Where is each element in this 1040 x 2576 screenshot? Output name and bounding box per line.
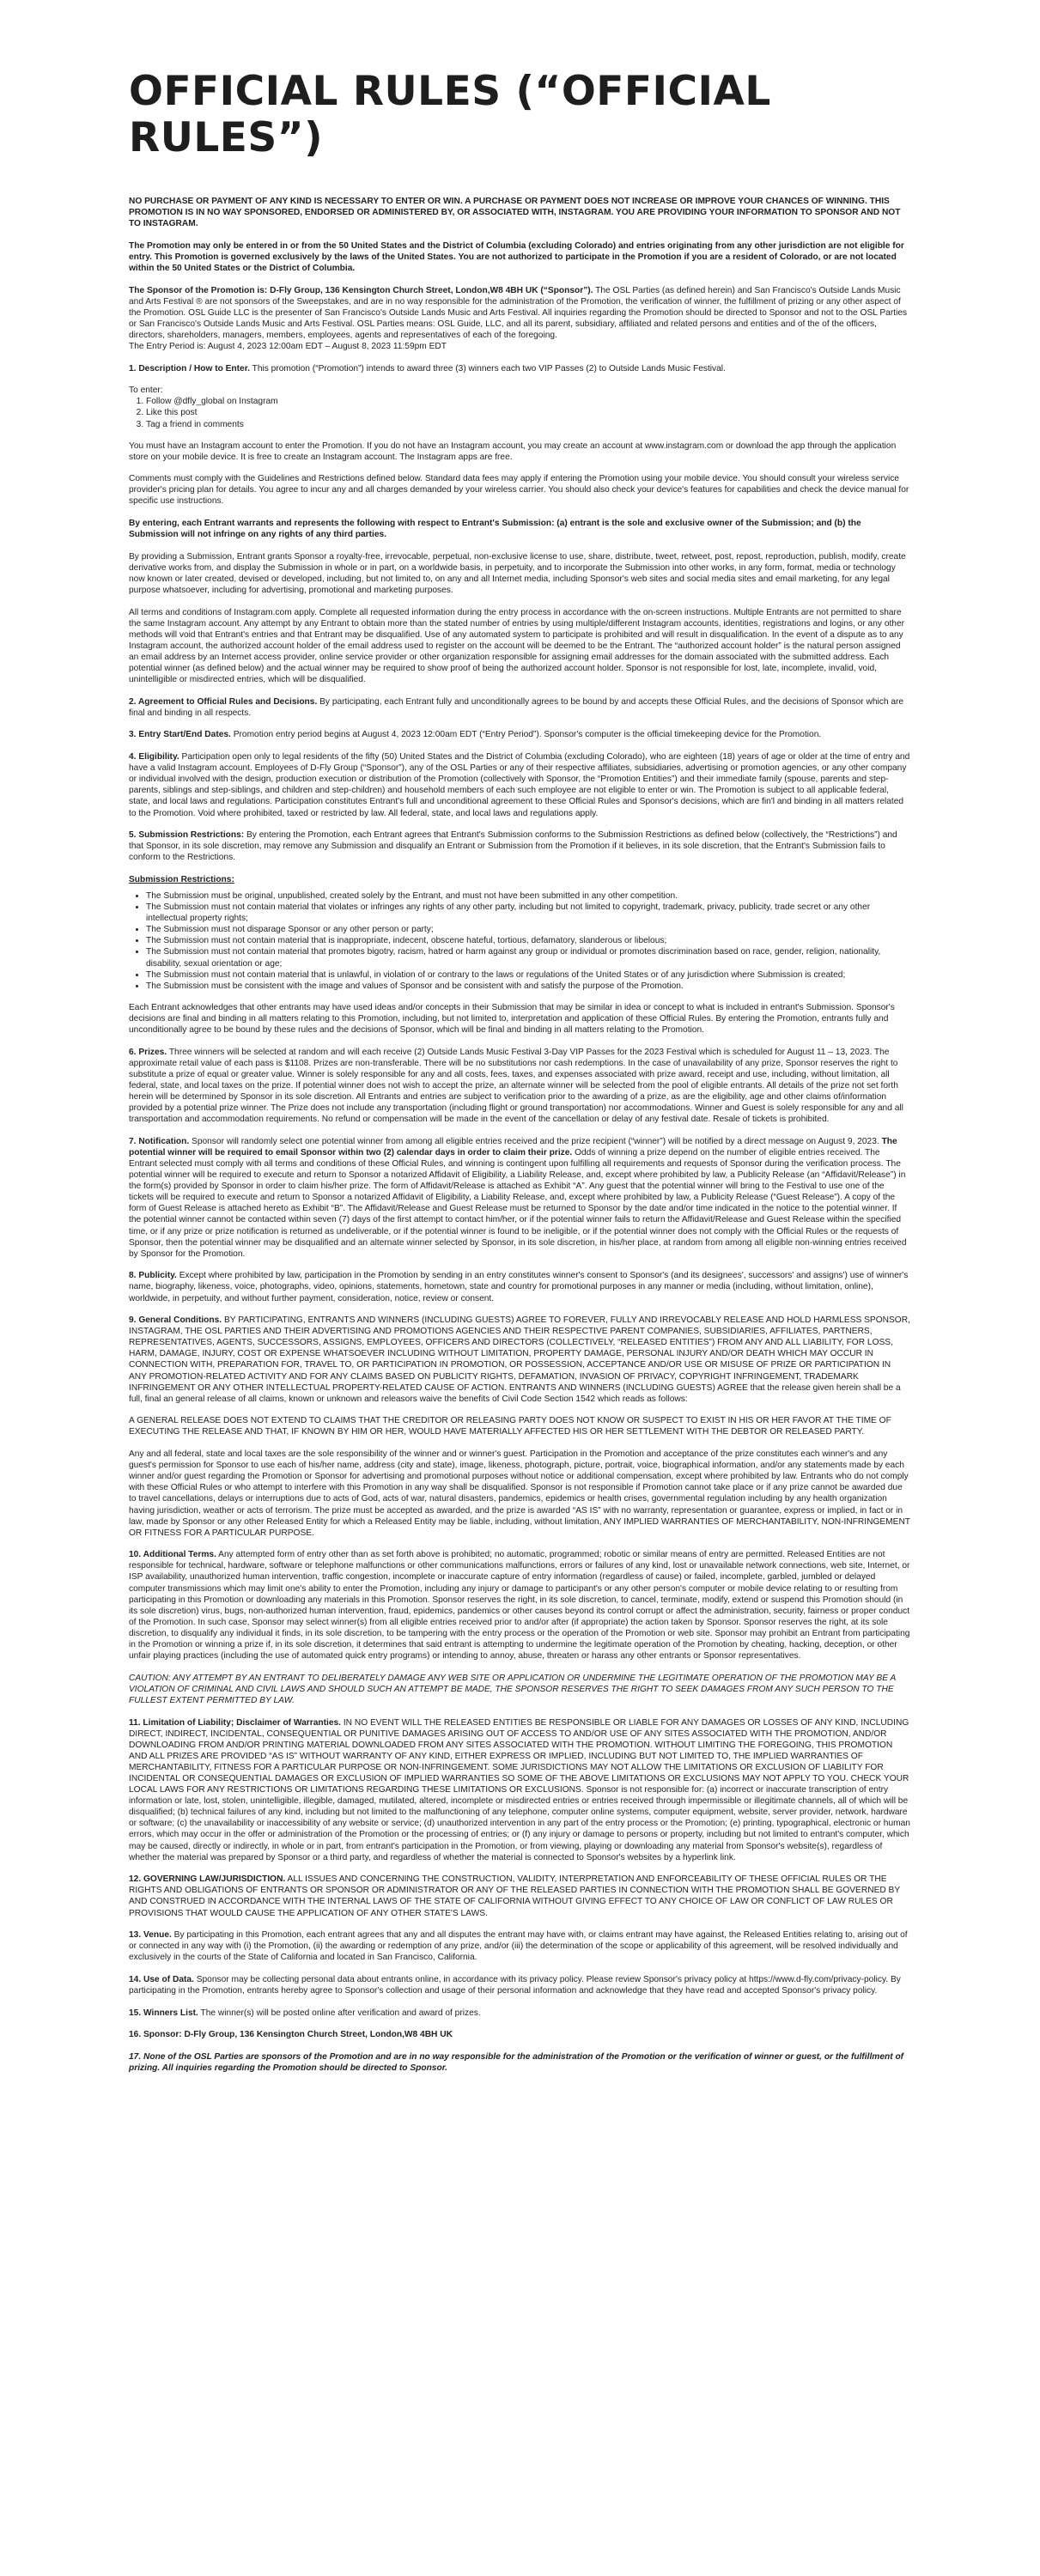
section-2-text: By participating, each Entrant fully and unconditionally agrees to be bound by and accepts these Official Rules, and the decisions of Sponsor which are final and binding in all respects. [129, 696, 904, 718]
restriction-item: • The Submission must not contain material that is unlawful, in violation of or contrary to the laws or regulations of the United States or of any jurisdiction where Submission is created; [146, 969, 910, 981]
section-13 [129, 1929, 910, 1963]
section-14 [129, 1974, 910, 1996]
section-14-heading: 14. Use of Data. [129, 1974, 194, 1984]
section-10-heading: 10. Additional Terms. [129, 1550, 216, 1560]
license-paragraph: By providing a Submission, Entrant grants Sponsor a royalty-free, irrevocable, perpetual, non-exclusive license to use, share, distribute, tweet, retweet, post, repost, reproduction, publish, modify, create derivative works from, and display the Submission in whole or in part, on a worldwide basis, in perpetuity, and to incorporate the Submission into other works, in any form, format, media or technology now known or later created, devised or developed, including, but not limited to, on any and all Internet media, including Sponsor's web sites and social media sites and email marketing, for any legal purpose whatsoever, including for advertising, promotional and marketing purposes. [129, 551, 906, 596]
section-15-text: The winner(s) will be posted online after verification and award of prizes. [198, 2008, 481, 2018]
section-5-text: By entering the Promotion, each Entrant agrees that Entrant's Submission conforms to the Submission Restrictions as defined below (collectively, the “Restrictions”) and that Sponsor, in its sole discretion, may remove any Submission and disqualify an Entrant or Submission from the Promotion if it believes, in its sole discretion, that the Entrant's Submission fails to conform to the Restrictions. [129, 830, 897, 863]
section-12-text: ALL ISSUES AND CONCERNING THE CONSTRUCTION, VALIDITY, INTERPRETATION AND ENFORCEABILITY OF THESE OFFICIAL RULES OR THE RIGHTS AND OBLIGATIONS OF ENTRANTS OR SPONSOR OR ADMINISTRATOR OR ANY OF THE RELEASED PARTIES IN CONNECTION WITH THE PROMOTION SHALL BE GOVERNED BY AND CONSTRUED IN ACCORDANCE WITH THE INTERNAL LAWS OF THE STATE OF CALIFORNIA WITHOUT GIVING EFFECT TO ANY CHOICE OF LAW OR CONFLICT OF LAW RULES OR PROVISIONS THAT WOULD CAUSE THE APPLICATION OF ANY OTHER STATE'S LAWS. [129, 1874, 900, 1918]
section-7-text-b: Odds of winning a prize depend on the number of eligible entries received. The Entrant selected must comply with all terms and conditions of these Official Rules, and winning is contingent upon fulfilling all requirements and requests of Sponsor during the verification process. The potential winner will be required to execute and return to Sponsor a notarized Affidavit of Eligibility, a Liability Release, and, except where prohibited by law, a Publicity Release (an “Affidavit/Release”) in the form(s) provided by Sponsor in order to claim his/her prize. The form of Affidavit/Release is attached as Exhibit “A”. Any guest that the potential winner will bring to the Festival to use one of the tickets will be required to execute and return to Sponsor a notarized Affidavit of Eligibility, a Liability Release, and, except where prohibited by law, a Publicity Release (“Guest Release”). A copy of the form of Guest Release is attached hereto as Exhibit “B”. The Affidavit/Release and Guest Release must be returned to Sponsor by the date and/or time indicated in the notice to the potential winner. If the potential winner cannot be contacted within seven (7) days of the first attempt to contact him/her, or if the potential winner fails to return the Affidavit/Release and Guest Release within the specified time, or if any prize or prize notification is returned as undeliverable, or if the potential winner is found to be ineligible, or if the potential winner does not comply with the Official Rules or the requests of Sponsor, then the potential winner may be disqualified and an alternate winner selected by Sponsor, in its sole discretion, in his/her place, at random from among all eligible non-winning entries received by Sponsor for the Promotion. [129, 1147, 907, 1259]
section-10 [129, 1549, 910, 1662]
sponsor-intro [129, 285, 910, 353]
section-1-text: This promotion (“Promotion”) intends to award three (3) winners each two VIP Passes (2) to Outside Lands Music Festival. [249, 363, 726, 374]
restriction-item: • The Submission must be original, unpublished, created solely by the Entrant, and must not have been submitted in any other competition. [146, 890, 910, 902]
section-1-heading: 1. Description / How to Enter. [129, 363, 250, 374]
general-release-paragraph: A GENERAL RELEASE DOES NOT EXTEND TO CLAIMS THAT THE CREDITOR OR RELEASING PARTY DOES NOT KNOW OR SUSPECT TO EXIST IN HIS OR HER FAVOR AT THE TIME OF EXECUTING THE RELEASE AND THAT, IF KNOWN BY HIM OR HER, WOULD HAVE MATERIALLY AFFECTED HIS OR HER SETTLEMENT WITH THE DEBTOR OR RELEASED PARTY. [129, 1416, 891, 1437]
eligibility-notice: The Promotion may only be entered in or from the 50 United States and the District of Columbia (excluding Colorado) and entries originating from any other jurisdiction are not eligible for entry. This Promotion is governed exclusively by the laws of the United States. You are not authorized to participate in the Promotion if you are a resident of Colorado, or are not located within the 50 United States or the District of Columbia. [129, 240, 904, 273]
section-3 [129, 729, 910, 740]
section-16-heading: 16. Sponsor: [129, 2030, 182, 2040]
section-6-heading: 6. Prizes. [129, 1047, 167, 1057]
section-4-text: Participation open only to legal residents of the fifty (50) United States and the District of Columbia (excluding Colorado), who are eighteen (18) years of age or older at the time of entry and have a valid Instagram account. Employees of D-Fly Group (“Sponsor”), any of the OSL Parties or any of their respective affiliates, subsidiaries, advertising or promotion agencies, or any other company or individual involved with the design, production execution or distribution of the Promotion (collectively with Sponsor, the “Promotion Entities”) and their immediate family (spouse, parents and step-parents, siblings and step-siblings, and children and step-children) and household members of each such employee are not eligible to enter or win. The Promotion is subject to all applicable federal, state, and local laws and regulations. Participation constitutes Entrant's full and unconditional agreement to these Official Rules and Sponsor's decisions, which are fin'l and binding in all matters related to the Promotion. Void where prohibited, taxed or restricted by law. All federal, state, and local laws and regulations apply. [129, 752, 910, 818]
section-11-text: IN NO EVENT WILL THE RELEASED ENTITIES BE RESPONSIBLE OR LIABLE FOR ANY DAMAGES OR LOSSES OF ANY KIND, INCLUDING DIRECT, INDIRECT, INCIDENTAL, CONSEQUENTIAL OR PUNITIVE DAMAGES ARISING OUT OF ACCESS TO AND/OR USE OF ANY SITES ASSOCIATED WITH THE PROMOTION, AND/OR DOWNLOADING FROM AND/OR PRINTING MATERIAL DOWNLOADED FROM ANY SITES ASSOCIATED WITH THE PROMOTION. WITHOUT LIMITING THE FOREGOING, THIS PROMOTION AND ALL PRIZES ARE PROVIDED “AS IS” WITHOUT WARRANTY OF ANY KIND, EITHER EXPRESS OR IMPLIED, INCLUDING BUT NOT LIMITED TO, THE IMPLIED WARRANTIES OF MERCHANTABILITY, FITNESS FOR A PARTICULAR PURPOSE OR NON-INFRINGEMENT. SOME JURISDICTIONS MAY NOT ALLOW THE LIMITATIONS OR EXCLUSION OF LIABILITY FOR INCIDENTAL OR CONSEQUENTIAL DAMAGES OR EXCLUSION OF IMPLIED WARRANTIES SO SOME OF THE ABOVE LIMITATIONS OR EXCLUSIONS MAY NOT APPLY TO YOU. CHECK YOUR LOCAL LAWS FOR ANY RESTRICTIONS OR LIMITATIONS REGARDING THESE LIMITATIONS OR EXCLUSIONS. Sponsor is not responsible for: (a) incorrect or inaccurate transcription of entry information or late, lost, stolen, unintelligible, illegible, damaged, mutilated, altered, incomplete or misdirected entries or entries received through impermissible or illegitimate channels, all of which will be disqualified; (b) technical failures of any kind, including but not limited to the malfunctioning of any telephone, computer online systems, computer equipment, website, server provider, network, hardware or software; (c) the unavailability or inaccessibility of any website or service; (d) unauthorized intervention in any part of the entry process or the Promotion; (e) printing, typographical, electronic or human errors, which may occur in the offer or administration of the Promotion or the processing of entries; or (f) any injury or damage to persons or property, including but not limited to entrant's computer, which may be caused, directly or indirectly, in whole or in part, from entrant's participation in the Promotion, or from viewing, playing or downloading any material from Sponsor's website(s), regardless of whether the material was prepared by Sponsor or a third party, and regardless of whether the material is connected to Sponsor's websites by a hyperlink link. [129, 1717, 910, 1862]
no-purchase-notice: NO PURCHASE OR PAYMENT OF ANY KIND IS NECESSARY TO ENTER OR WIN. A PURCHASE OR PAYMENT DOES NOT INCREASE OR IMPROVE YOUR CHANCES OF WINNING. THIS PROMOTION IS IN NO WAY SPONSORED, ENDORSED OR ADMINISTERED BY, OR ASSOCIATED WITH, INSTAGRAM. YOU ARE PROVIDING YOUR INFORMATION TO SPONSOR AND NOT TO INSTAGRAM. [129, 197, 901, 229]
section-6 [129, 1047, 910, 1126]
section-9-heading: 9. General Conditions. [129, 1315, 222, 1326]
account-paragraph: You must have an Instagram account to enter the Promotion. If you do not have an Instagram account, you may create an account at www.instagram.com or download the app through the application store on your mobile device. It is free to create an Instagram account. The Instagram apps are free. [129, 440, 897, 462]
section-12-heading: 12. GOVERNING LAW/JURISDICTION. [129, 1874, 286, 1885]
terms-paragraph: All terms and conditions of Instagram.com apply. Complete all requested information during the entry process in accordance with the on-screen instructions. Multiple Entrants are not permitted to share the same Instagram account. Any attempt by any Entrant to obtain more than the stated number of entries by using multiple/different Instagram accounts, identities, registrations and logins, or any other methods will void that Entrant's entries and that Entrant may be disqualified. Use of any automated system to participate is prohibited and will result in disqualification. In the event of a dispute as to any Instagram account, the authorized account holder of the email address used to register on the account will be deemed to be the Entrant. The “authorized account holder” is the natural person assigned an email address by an Internet access provider, online service provider or other organization responsible for assigning email addresses for the domain associated with the submitted address. Each potential winner (as defined below) and the actual winner may be required to show proof of being the authorized account holder. Sponsor is not responsible for lost, late, incomplete, invalid, void, unintelligible or misdirected entries, which will be disqualified. [129, 607, 905, 685]
section-17: 17. None of the OSL Parties are sponsors of the Promotion and are in no way responsible for the administration of the Promotion or the verification of winner or guest, or the fulfillment of prizing. All inquiries regarding the Promotion should be directed to Sponsor. [129, 2051, 904, 2073]
section-7 [129, 1136, 910, 1260]
section-8 [129, 1270, 910, 1303]
entry-period: The Entry Period is: August 4, 2023 12:00am EDT – August 8, 2023 11:59pm EDT [129, 342, 447, 352]
acknowledgement-paragraph: Each Entrant acknowledges that other entrants may have used ideas and/or concepts in their Submission that may be similar in idea or concept to what is included in entrant's Submission. Sponsor's decisions are final and binding in all matters relating to this Promotion, including, but not limited to, interpretation and application of these Official Rules. By entering the Promotion, entrants fully and unconditionally agree to be bound by these rules and the decisions of Sponsor, which will be final and binding in all matters relating to the Promotion. [129, 1002, 895, 1036]
official-rules-document [129, 69, 910, 2084]
section-15-heading: 15. Winners List. [129, 2008, 198, 2018]
section-3-text: Promotion entry period begins at August 4, 2023 12:00am EDT (“Entry Period”). Sponsor's computer is the official timekeeping device for the Promotion. [230, 730, 822, 740]
caution-paragraph: CAUTION: ANY ATTEMPT BY AN ENTRANT TO DELIBERATELY DAMAGE ANY WEB SITE OR APPLICATION OR UNDERMINE THE LEGITIMATE OPERATION OF THE PROMOTION MAY BE A VIOLATION OF CRIMINAL AND CIVIL LAWS AND SHOULD SUCH AN ATTEMPT BE MADE, THE SPONSOR RESERVES THE RIGHT TO SEEK DAMAGES FROM ANY SUCH PERSON TO THE FULLEST EXTENT PERMITTED BY LAW. [129, 1673, 896, 1705]
section-9-text: BY PARTICIPATING, ENTRANTS AND WINNERS (INCLUDING GUESTS) AGREE TO FOREVER, FULLY AND IRREVOCABLY RELEASE AND HOLD HARMLESS SPONSOR, INSTAGRAM, THE OSL PARTIES AND THEIR ADVERTISING AND PROMOTIONS AGENCIES AND THEIR RESPECTIVE PARENT COMPANIES, SUBSIDIARIES, AFFILIATES, PARTNERS, REPRESENTATIVES, AGENTS, SUCCESSORS, ASSIGNS, EMPLOYEES, OFFICERS AND DIRECTORS (COLLECTIVELY, “RELEASED ENTITIES”) FROM ANY AND ALL LIABILITY, FOR LOSS, HARM, DAMAGE, INJURY, COST OR EXPENSE WHATSOEVER INCLUDING WITHOUT LIMITATION, PROPERTY DAMAGE, PERSONAL INJURY AND/OR DEATH WHICH MAY OCCUR IN CONNECTION WITH, PREPARATION FOR, TRAVEL TO, OR PARTICIPATION IN PROMOTION, OR POSSESSION, ACCEPTANCE AND/OR USE OR MISUSE OF PRIZE OR PARTICIPATION IN ANY PROMOTION-RELATED ACTIVITY AND FOR ANY CLAIMS BASED ON PUBLICITY RIGHTS, DEFAMATION, INVASION OF PRIVACY, COPYRIGHT INFRINGEMENT, TRADEMARK INFRINGEMENT OR ANY OTHER INTELLECTUAL PROPERTY-RELATED CAUSE OF ACTION. ENTRANTS AND WINNERS (INCLUDING GUESTS) AGREE that the release given herein shall be a full, final an general release of all claims, known or unknown and releasors waive the benefits of Civil Code Section 1542 which reads as follows: [129, 1315, 910, 1404]
submission-restrictions-heading: Submission Restrictions: [129, 874, 234, 884]
section-8-text: Except where prohibited by law, participation in the Promotion by sending in an entry constitutes winner's consent to Sponsor's (and its designees', successors' and assigns') use of winner's name, biography, likeness, voice, photographs, video, opinions, statements, hometown, state and country for promotional purposes in any manner or media (including, without limitation, online), worldwide, in perpetuity, and without further payment, consideration, notice, review or consent. [129, 1271, 909, 1303]
section-2-heading: 2. Agreement to Official Rules and Decisions. [129, 696, 318, 707]
submission-restrictions-list [129, 890, 910, 992]
section-4 [129, 751, 910, 819]
section-16 [129, 2029, 910, 2040]
restriction-item: • The Submission must not disparage Sponsor or any other person or party; [146, 924, 910, 935]
section-5-heading: 5. Submission Restrictions: [129, 830, 245, 841]
section-13-text: By participating in this Promotion, each entrant agrees that any and all disputes the entrant may have with, or claims entrant may have against, the Released Entities relating to, arising out of or connected in any way with (i) the Promotion, (ii) the awarding or redemption of any prize, and/or (iii) the determination of the scope or applicability of this agreement, will be resolved individually and exclusively in the courts of the State of California and located in San Francisco, California. [129, 1930, 908, 1963]
section-1 [129, 363, 910, 374]
restriction-item: • The Submission must be consistent with the image and values of Sponsor and be consistent with and satisfy the purpose of the Promotion. [146, 981, 910, 992]
section-16-text: D-Fly Group, 136 Kensington Church Street, London,W8 4BH UK [181, 2030, 453, 2040]
restriction-item: • The Submission must not contain material that is inappropriate, indecent, obscene hateful, tortious, defamatory, slanderous or libelous; [146, 935, 910, 946]
section-8-heading: 8. Publicity. [129, 1271, 177, 1281]
section-7-heading: 7. Notification. [129, 1136, 190, 1146]
section-7-text-a: Sponsor will randomly select one potential winner from among all eligible entries received and the prize recipient (“winner”) will be notified by a direct message on August 9, 2023. [189, 1136, 882, 1146]
section-4-heading: 4. Eligibility. [129, 752, 179, 762]
section-11 [129, 1717, 910, 1863]
taxes-paragraph: Any and all federal, state and local taxes are the sole responsibility of the winner and or winner's guest. Participation in the Promotion and acceptance of the prize constitutes each winner's and any guest's permission for Sponsor to use each of his/her name, address (city and state), image, likeness, photograph, picture, portrait, voice, biographical information, and/or any statements made by each winner and/or guest regarding the Promotion or Sponsor for advertising and promotional purposes without notice or additional compensation, except where prohibited by law. Entrants who do not comply with these Official Rules or who attempt to interfere with this Promotion in any way shall be disqualified. Sponsor is not responsible if Promotion cannot take place or if any prize cannot be awarded due to travel cancellations, delays or interruptions due to acts of God, acts of war, natural disasters, pandemics, epidemics or health crises, governmental regulation including by any health organization having jurisdiction, weather or acts of terrorism. The prize must be accepted as awarded, and the prize is awarded “AS IS” with no warranty, representation or guarantee, express or implied, in fact or in law, made by Sponsor or any other Released Entity for which a Released Entity may be liable, including, without limitation, ANY IMPLIED WARRANTIES OF MERCHANTABILITY, NON-INFRINGEMENT OR FITNESS FOR A PARTICULAR PURPOSE. [129, 1449, 910, 1538]
section-2 [129, 696, 910, 719]
comments-paragraph: Comments must comply with the Guidelines and Restrictions defined below. Standard data fees may apply if entering the Promotion using your mobile device. You should consult your wireless service provider's pricing plan for details. You agree to incur any and all charges demanded by your wireless carrier. You should also check your device's features for capabilities and check the device manual for specific use instructions. [129, 474, 909, 507]
section-6-text: Three winners will be selected at random and will each receive (2) Outside Lands Music Festival 3-Day VIP Passes for the 2023 Festival which is scheduled for August 11 – 13, 2023. The approximate retail value of each pass is $1108. Prizes are non-transferable. There will be no substitutions nor cash redemptions. In the case of unavailability of any prize, Sponsor reserves the right to substitute a prize of equal or greater value. Winner is solely responsible for any and all costs, fees, taxes, and expenses associated with prize award, receipt and use, including, without limitation, all federal, state, and local taxes on the prize. If potential winner does not wish to accept the prize, an alternate winner will be selected from the pool of eligible entrants. All details of the prize not set forth herein will be determined by Sponsor in its sole discretion. All Entrants and entries are subject to verification prior to the awarding of a prize, as are the eligibility, age and other claims of/information provided by a potential prize winner. The Prize does not include any transportation (including flight or ground transportation) nor accommodations. Winner and Guest is solely responsible for any and all transportation and accommodation requirements. No refund or compensation will be made in the event of the cancellation or delay of any festival date. Resale of tickets is prohibited. [129, 1047, 903, 1125]
section-12 [129, 1874, 910, 1918]
section-10-text: Any attempted form of entry other than as set forth above is prohibited; no automatic, programmed; robotic or similar means of entry are permitted. Released Entities are not responsible for technical, hardware, software or telephone malfunctions or other communications malfunctions, errors or failures of any kind, lost or unavailable network connections, web site, Internet, or ISP availability, unauthorized human intervention, traffic congestion, incomplete or inaccurate capture of entry information (regardless of cause) or failed, incomplete, garbled, jumbled or delayed computer transmissions which may limit one's ability to enter the Promotion, including any injury or damage to participant's or any other person's computer or mobile device relating to or resulting from participating in this Promotion or downloading any materials in this Promotion. Sponsor reserves the right, in its sole discretion, to cancel, terminate, modify, extend or suspend this Promotion should (in its sole discretion) virus, bugs, non-authorized human intervention, fraud, epidemics, pandemics or other causes beyond its control corrupt or affect the administration, security, fairness or proper conduct of the Promotion. In such case, Sponsor may select winner(s) from all eligible entries received prior to and/or after (if appropriate) the action taken by Sponsor. Sponsor reserves the right, at its sole discretion, to disqualify any individual it finds, in its sole discretion, to be tampering with the entry process or the operation of the Promotion or web site. Sponsor may prohibit an Entrant from participating in the Promotion or winning a prize if, in its sole discretion, it determines that said entrant is attempting to undermine the legitimate operation of the Promotion by cheating, hacking, deception, or other unfair playing practices (including the use of automated quick entry programs) or intending to annoy, abuse, threaten or harass any other entrants or Sponsor representatives. [129, 1550, 910, 1662]
entry-step: 2. Like this post [146, 407, 910, 418]
section-9 [129, 1315, 910, 1405]
sponsor-intro-bold: The Sponsor of the Promotion is: D-Fly Group, 136 Kensington Church Street, London,W8 4BH UK (“Sponsor”). [129, 285, 593, 295]
entry-step: 1. Follow @dfly_global on Instagram [146, 396, 910, 407]
sponsor-intro-text: The OSL Parties (as defined herein) and San Francisco's Outside Lands Music and Arts Festival ® are not sponsors of the Sweepstakes, and are in no way responsible for the administration of the Promotion, the verification of winner, the fulfillment of prizing or any other aspect of the Promotion. OSL Guide LLC is the presenter of San Francisco's Outside Lands Music and Arts Festival. All inquiries regarding the Promotion should be directed to Sponsor and not to the OSL Parties or San Francisco's Outside Lands Music and Arts Festival. OSL Parties means: OSL Guide, LLC, and all its parent, subsidiary, affiliated and related persons and entities and of the of the officers, directors, shareholders, managers, members, employees, agents and representatives of each of the foregoing. [129, 285, 908, 340]
section-15 [129, 2008, 910, 2019]
restriction-item: • The Submission must not contain material that promotes bigotry, racism, hatred or harm against any group or individual or promotes discrimination based on race, gender, religion, nationality, disability, sexual orientation or age; [146, 946, 910, 969]
section-7-bold: The potential winner will be required to email Sponsor within two (2) calendar days in order to claim their prize. [129, 1136, 897, 1157]
section-13-heading: 13. Venue. [129, 1930, 172, 1941]
to-enter-label: To enter: [129, 386, 163, 396]
entry-step: 3. Tag a friend in comments [146, 419, 910, 430]
entry-steps [129, 396, 910, 429]
section-3-heading: 3. Entry Start/End Dates. [129, 730, 231, 740]
section-14-text: Sponsor may be collecting personal data about entrants online, in accordance with its privacy policy. Please review Sponsor's privacy policy at https://www.d-fly.com/privacy-policy. By participating in the Promotion, entrants hereby agree to Sponsor's collection and usage of their personal information and acknowledge that they have read and accepted Sponsor's privacy policy. [129, 1974, 901, 1996]
warranty-paragraph: By entering, each Entrant warrants and represents the following with respect to Entrant's Submission: (a) entrant is the sole and exclusive owner of the Submission; and (b) the Submission will not infringe on any rights of any third parties. [129, 519, 861, 540]
section-5 [129, 829, 910, 863]
section-11-heading: 11. Limitation of Liability; Disclaimer of Warranties. [129, 1717, 342, 1728]
page-title: OFFICIAL RULES (“OFFICIAL RULES”) [129, 68, 771, 161]
restriction-item: • The Submission must not contain material that violates or infringes any rights of any other party, including but not limited to copyright, trademark, privacy, publicity, trade secret or any other intellectual property rights; [146, 902, 910, 924]
